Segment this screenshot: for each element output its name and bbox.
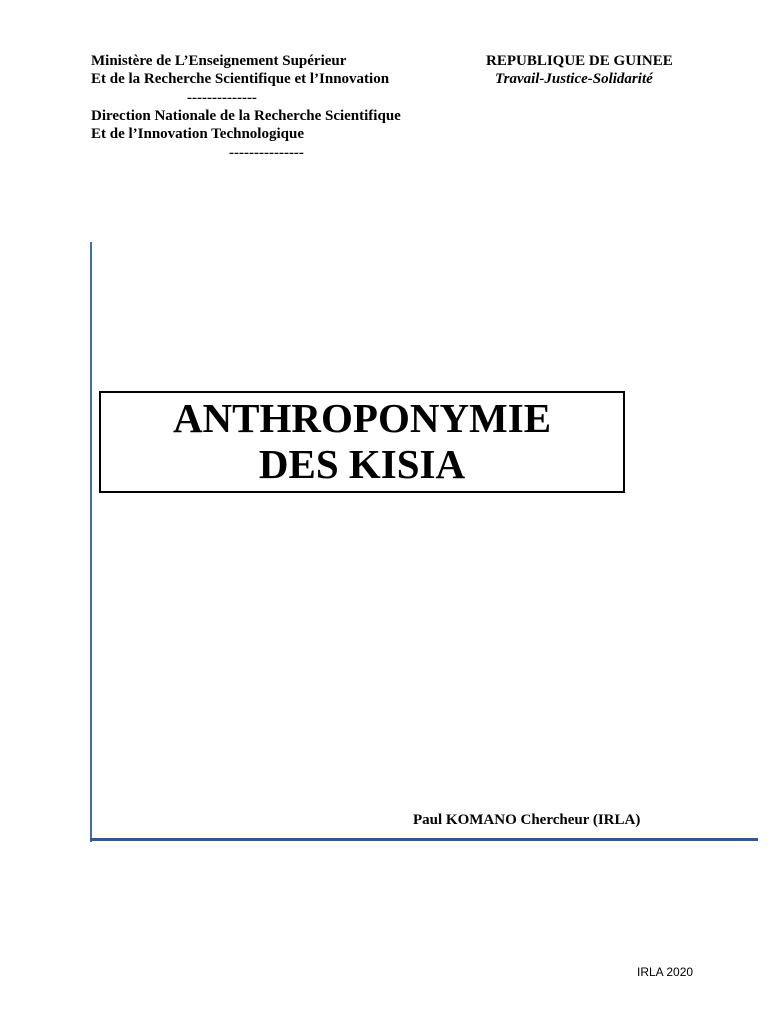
direction-line-1: Direction Nationale de la Recherche Scientifique bbox=[91, 108, 401, 124]
separator-1: -------------- bbox=[187, 90, 257, 106]
title-line-1: ANTHROPONYMIE bbox=[172, 395, 552, 441]
footer-label: IRLA 2020 bbox=[637, 965, 694, 979]
vertical-rule bbox=[90, 242, 92, 842]
country-motto: Travail-Justice-Solidarité bbox=[495, 71, 653, 87]
ministry-line-1: Ministère de L’Enseignement Supérieur bbox=[91, 53, 347, 69]
author-line: Paul KOMANO Chercheur (IRLA) bbox=[413, 812, 641, 828]
horizontal-rule bbox=[90, 838, 758, 841]
separator-2: --------------- bbox=[229, 145, 304, 161]
title-box bbox=[99, 391, 625, 493]
country-name: REPUBLIQUE DE GUINEE bbox=[486, 53, 673, 69]
ministry-line-2: Et de la Recherche Scientifique et l’Innovation bbox=[91, 71, 390, 87]
direction-line-2: Et de l’Innovation Technologique bbox=[91, 126, 304, 142]
title-line-2: DES KISIA bbox=[258, 441, 466, 487]
